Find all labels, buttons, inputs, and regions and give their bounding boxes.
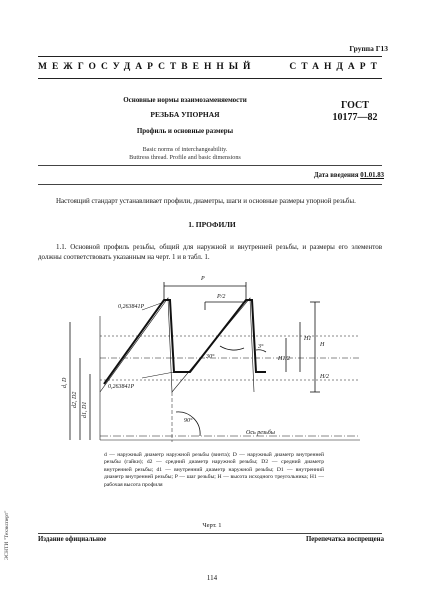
intro-date-label: Дата введения (313, 172, 359, 179)
label-angle-30: 30° (206, 354, 215, 360)
label-d2-D2: d2, D2 (72, 391, 78, 408)
label-H-half: H/2 (320, 374, 329, 380)
title-english (90, 146, 280, 162)
label-half-pitch: P/2 (217, 294, 226, 300)
label-angle-3: 3° (258, 344, 264, 350)
label-d-D: d, D (62, 377, 68, 388)
footer-rule (38, 533, 382, 534)
gost-number (325, 100, 385, 124)
clause-paragraph: 1.1. Основной профиль резьбы, общий для наружной и внутренней резьбы, и размеры его элементов должны соответствовать указанным на черт. 1 и в табл. 1. (38, 243, 382, 261)
side-watermark: ЭСНТИ "Техэксперт" (4, 510, 10, 560)
intro-date-value: 01.01.83 (360, 172, 384, 179)
label-d1-D1: d1, D1 (82, 401, 88, 418)
standard-banner (38, 62, 382, 72)
title-line2: РЕЗЬБА УПОРНАЯ (150, 110, 220, 119)
figure-caption: Черт. 1 (202, 522, 222, 529)
figure-legend: d — наружный диаметр наружной резьбы (винта); D — наружный диаметр внутренней резьбы (гайки); d2 — средний диаметр наружной резьбы; D2 — средний диаметр внутренней резьбы; d1 — внутренний диаметр наружной резьбы; D1 — внутренний диаметр внутренней резьбы; P — шаг резьбы; H — высота исходного треугольника; H1 — рабочая высота профиля (104, 452, 324, 488)
label-axis: Ось резьбы (246, 430, 275, 436)
label-H1-half: H1/2 (278, 356, 290, 362)
label-H: H (320, 342, 325, 348)
footer-reprint-prohibited: Перепечатка воспрещена (306, 536, 384, 543)
banner-right: СТАНДАРТ (289, 62, 382, 72)
gost-label: ГОСТ (341, 100, 369, 111)
title-line1: Основные нормы взаимозаменяемости (123, 96, 247, 104)
label-H1: H1 (304, 336, 312, 342)
gost-code: 10177—82 (332, 112, 378, 123)
intro-paragraph: Настоящий стандарт устанавливает профили, диаметры, шаги и основные размеры упорной резьбы. (56, 197, 356, 205)
thread-profile-drawing (60, 262, 360, 452)
page-number: 114 (206, 574, 218, 582)
rule-below-date (38, 184, 382, 185)
rule-above-date (38, 165, 382, 166)
top-rule (38, 56, 382, 57)
title-line3: Профиль и основные размеры (136, 127, 234, 135)
banner-rule (38, 78, 382, 79)
label-angle-90: 90° (184, 418, 193, 424)
intro-date (314, 172, 384, 179)
group-code: Группа Г13 (349, 44, 388, 53)
label-radius-bottom: 0,263841P (108, 384, 135, 390)
label-radius-top: 0,263841P (118, 304, 145, 310)
section-heading: 1. ПРОФИЛИ (188, 220, 236, 229)
title-en2: Buttress thread. Profile and basic dimensions (129, 154, 241, 161)
title-en1: Basic norms of interchangeability. (142, 146, 228, 153)
banner-left: МЕЖГОСУДАРСТВЕННЫЙ (38, 62, 256, 72)
label-pitch: P (201, 276, 205, 282)
footer-official-edition: Издание официальное (38, 536, 107, 543)
